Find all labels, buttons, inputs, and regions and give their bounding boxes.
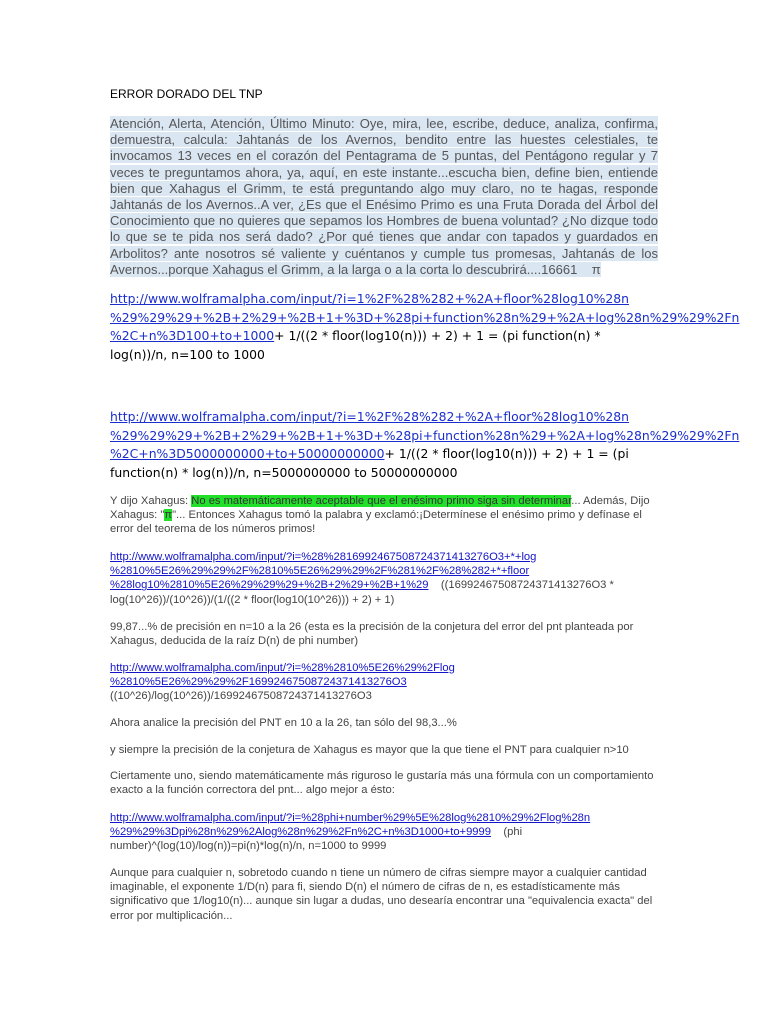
formula-text-4: ((10^26)/log(10^26))/16992467508724371413276O3	[110, 690, 372, 703]
pi-symbol-highlight: π	[164, 509, 173, 522]
intro-paragraph	[110, 116, 658, 278]
pi-symbol: π	[591, 261, 601, 277]
wolfram-link-2[interactable]: http://www.wolframalpha.com/input/?i=1%2F%28%282+%2A+floor%28log10%28n %29%29%29+%2B+2%29+%2B+1+%3D+%28pi+function%28n%29+%2A+log%28n%29%29%2Fn %2C+n%3D5000000000+to+50000000000	[110, 409, 740, 461]
conjecture-paragraph: y siempre la precisión de la conjetura de Xahagus es mayor que la que tiene el PNT para cualquier n>10	[110, 744, 629, 756]
intro-highlighted-text: Atención, Alerta, Atención, Último Minuto: Oye, mira, lee, escribe, deduce, analiza, confirma, demuestra, calcula: Jahtanás de los Avernos, bendito entre las huestes celestiales, te invocamos 13 veces en el corazón del Pentagrama de 5 puntas, del Pentágono regular y 7 veces te preguntamos ahora, ya, aquí, en este instante...escucha bien, define bien, entiende bien que Xahagus el Grimm, te está preguntando algo muy claro, no te hagas, responde Jahtanás de los Avernos..A ver, ¿Es que el Enésimo Primo es una Fruta Dorada del Árbol del Conocimiento que no quieres que sepamos los Hombres de buena voluntad? ¿No dizque todo lo que se te pida nos será dado? ¿Por qué tienes que andar con tapados y guardados en Arbolitos? ante nosotros sé valiente y cuéntanos y cumple tus promesas, Jahtanás de los Avernos...porque Xahagus el Grimm, a la larga o a la corta lo descubrirá....16661 π	[110, 116, 658, 277]
wolfram-block-2	[110, 408, 740, 482]
wolfram-link-5[interactable]: http://www.wolframalpha.com/input/?i=%28phi+number%29%5E%28log%2810%29%2Flog%28n %29%29%3Dpi%28n%29%2Alog%28n%29%2Fn%2C+n%3D1000+to+9999	[110, 812, 591, 839]
wolfram-block-3	[110, 550, 658, 607]
wolfram-link-1[interactable]: http://www.wolframalpha.com/input/?i=1%2F%28%282+%2A+floor%28log10%28n %29%29%29+%2B+2%29+%2B+1+%3D+%28pi+function%28n%29+%2A+log%28n%29%29%2Fn %2C+n%3D100+to+1000	[110, 291, 740, 343]
formula-text-3: ((16992467508724371413276O3 * log(10^26))/(10^26))/(1/((2 * floor(log10(10^26))) + 2) + 1)	[110, 579, 614, 606]
pnt-precision-paragraph: Ahora analice la precisión del PNT en 10 a la 26, tan sólo del 98,3...%	[110, 717, 457, 729]
rigorous-paragraph: Ciertamente uno, siendo matemáticamente más riguroso le gustaría más una fórmula con un comportamiento exacto a la función correctora del pnt... algo mejor a ésto:	[110, 770, 654, 797]
formula-text-1: + 1/((2 * floor(log10(n))) + 2) + 1 = (pi function(n) * log(n))/n, n=100 to 1000	[110, 328, 601, 362]
wolfram-block-5	[110, 811, 658, 854]
wolfram-block-4	[110, 661, 658, 704]
formula-text-2: + 1/((2 * floor(log10(n))) + 2) + 1 = (pi function(n) * log(n))/n, n=5000000000 to 50000000000	[110, 446, 629, 480]
wolfram-link-3[interactable]: http://www.wolframalpha.com/input/?i=%28%2816992467508724371413276O3+*+log %2810%5E26%29%29%2F%2810%5E26%29%29%2F%281%2F%28%282+*+floor %28log10%2810%5E26%29%29%29+%2B+2%29+%2B+1%29	[110, 551, 537, 592]
closing-paragraph: Aunque para cualquier n, sobretodo cuando n tiene un número de cifras siempre mayor a cualquier cantidad imaginable, el exponente 1/D(n) para fi, siendo D(n) el número de cifras de n, es estadísticamente más significativo que 1/log10(n)... aunque sin lugar a dudas, uno desearía encontrar una "equivalencia exacta" del error por multiplicación...	[110, 867, 653, 922]
xahagus-paragraph: Y dijo Xahagus: No es matemáticamente aceptable que el enésimo primo siga sin determinar... Además, Dijo Xahagus: "π"... Entonces Xahagus tomó la palabra y exclamó:¡Determínese el enésimo primo y defínase el error del teorema de los números primos!	[110, 495, 650, 536]
wolfram-block-1	[110, 290, 740, 364]
precision-paragraph: 99,87...% de precisión en n=10 a la 26 (esta es la precisión de la conjetura del error del pnt planteada por Xahagus, deducida de la raíz D(n) de phi number)	[110, 621, 634, 648]
wolfram-link-4[interactable]: http://www.wolframalpha.com/input/?i=%28%2810%5E26%29%2Flog %2810%5E26%29%29%2F16992467508724371413276O3	[110, 662, 455, 689]
green-highlight: No es matemáticamente aceptable que el enésimo primo siga sin determinar	[191, 495, 572, 507]
document-title: ERROR DORADO DEL TNP	[110, 87, 263, 101]
formula-text-5: (phi number)^(log(10)/log(n))=pi(n)*log(n)/n, n=1000 to 9999	[110, 826, 523, 853]
